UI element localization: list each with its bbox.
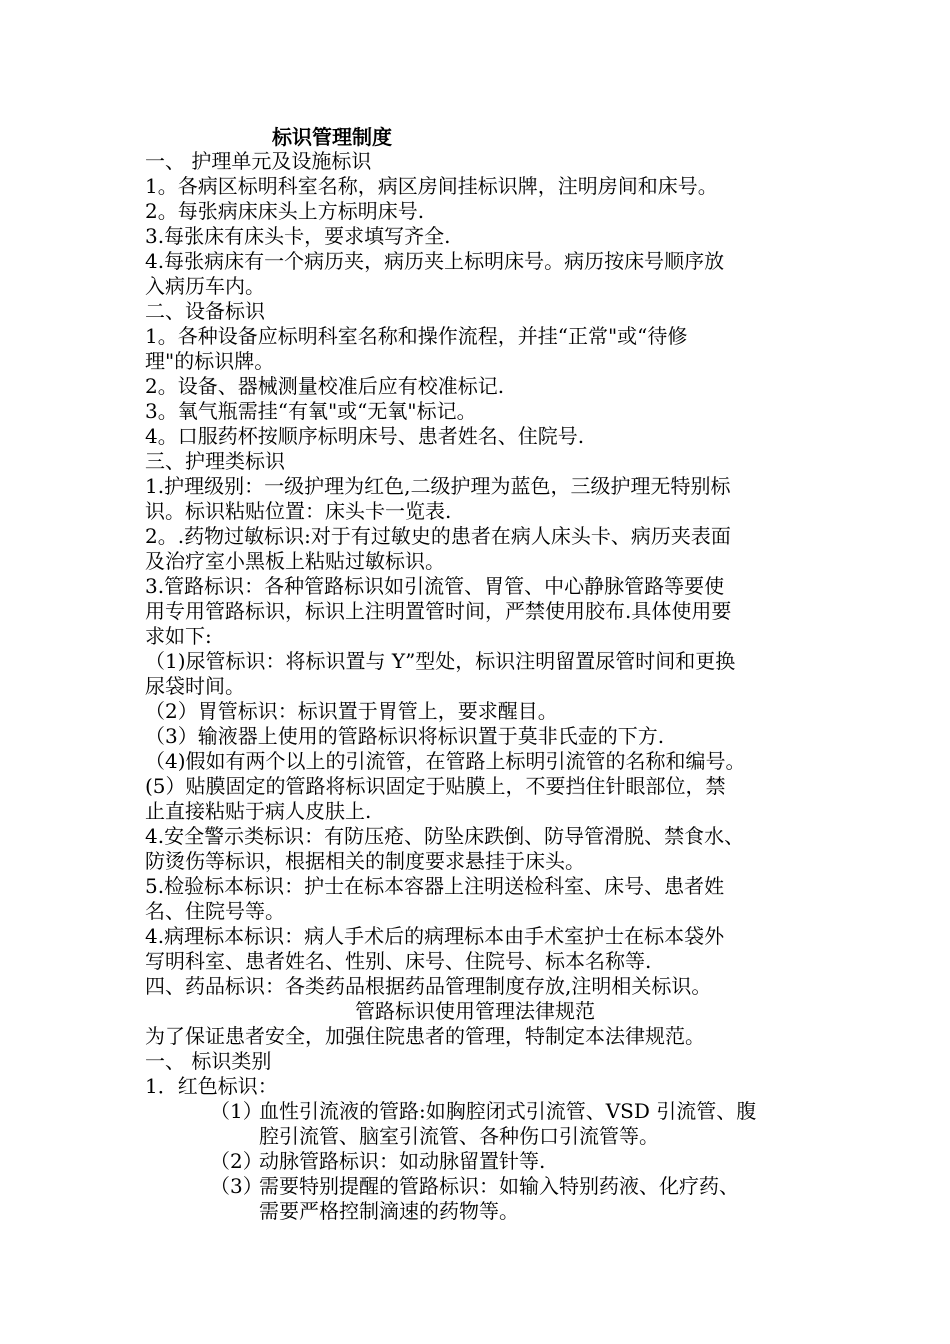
text-line: （1)尿管标识：将标识置与 Y”型处，标识注明留置尿管时间和更换 <box>145 649 736 673</box>
text-line: 写明科室、患者姓名、性别、床号、住院号、标本名称等. <box>145 949 652 973</box>
text-line: 3。氧气瓶需挂“有氧"或“无氧"标记。 <box>145 399 477 423</box>
text-line: 名、住院号等。 <box>145 899 285 923</box>
text-line: （2）胃管标识：标识置于胃管上，要求醒目。 <box>145 699 558 723</box>
text-line: 1。各病区标明科室名称，病区房间挂标识牌，注明房间和床号。 <box>145 174 718 198</box>
text-line: 4。口服药杯按顺序标明床号、患者姓名、住院号. <box>145 424 585 448</box>
text-line: 一、 标识类别 <box>145 1049 272 1073</box>
text-line: 求如下: <box>145 624 212 648</box>
text-line: （4)假如有两个以上的引流管，在管路上标明引流管的名称和编号。 <box>145 749 746 773</box>
text-line: 三、护理类标识 <box>145 449 285 473</box>
list-item-number: （2） <box>210 1149 263 1173</box>
text-line: 3.每张床有床头卡，要求填写齐全. <box>145 224 451 248</box>
document-title: 标识管理制度 <box>272 125 392 149</box>
list-item-number: （3） <box>210 1174 263 1198</box>
text-line: 防烫伤等标识，根据相关的制度要求悬挂于床头。 <box>145 849 585 873</box>
text-line: 4.病理标本标识：病人手术后的病理标本由手术室护士在标本袋外 <box>145 924 725 948</box>
text-line: 理"的标识牌。 <box>145 349 275 373</box>
text-line: 二、设备标识 <box>145 299 265 323</box>
text-line: 1。各种设备应标明科室名称和操作流程，并挂“正常"或“待修 <box>145 324 688 348</box>
text-line: 2。设备、器械测量校准后应有校准标记. <box>145 374 505 398</box>
list-item-text: 动脉管路标识：如动脉留置针等. <box>259 1149 546 1173</box>
text-line: 3.管路标识：各种管路标识如引流管、胃管、中心静脉管路等要使 <box>145 574 725 598</box>
list-item-text: 血性引流液的管路:如胸腔闭式引流管、VSD 引流管、腹 <box>259 1099 757 1123</box>
text-line: 2。每张病床床头上方标明床号. <box>145 199 425 223</box>
text-line: 4.每张病床有一个病历夹，病历夹上标明床号。病历按床号顺序放 <box>145 249 725 273</box>
list-item-text: 腔引流管、脑室引流管、各种伤口引流管等。 <box>259 1124 659 1148</box>
text-line: 尿袋时间。 <box>145 674 245 698</box>
text-line: 1.护理级别：一级护理为红色,二级护理为蓝色，三级护理无特别标 <box>145 474 731 498</box>
section-subtitle: 管路标识使用管理法律规范 <box>355 999 595 1023</box>
list-item-text: 需要特别提醒的管路标识：如输入特别药液、化疗药、 <box>259 1174 739 1198</box>
text-line: 1．红色标识： <box>145 1074 278 1098</box>
text-line: 及治疗室小黑板上粘贴过敏标识。 <box>145 549 445 573</box>
text-line: 2。.药物过敏标识:对于有过敏史的患者在病人床头卡、病历夹表面 <box>145 524 731 548</box>
text-line: (5）贴膜固定的管路将标识固定于贴膜上，不要挡住针眼部位，禁 <box>145 774 726 798</box>
text-line: 用专用管路标识，标识上注明置管时间，严禁使用胶布.具体使用要 <box>145 599 732 623</box>
text-line: 四、药品标识：各类药品根据药品管理制度存放,注明相关标识。 <box>145 974 712 998</box>
list-item-number: （1） <box>210 1099 263 1123</box>
text-line: 识。标识粘贴位置：床头卡一览表. <box>145 499 452 523</box>
list-item-text: 需要严格控制滴速的药物等。 <box>259 1199 519 1223</box>
text-line: 一、 护理单元及设施标识 <box>145 149 372 173</box>
text-line: （3）输液器上使用的管路标识将标识置于莫非氏壶的下方. <box>145 724 665 748</box>
text-line: 4.安全警示类标识：有防压疮、防坠床跌倒、防导管滑脱、禁食水、 <box>145 824 745 848</box>
text-line: 止直接粘贴于病人皮肤上. <box>145 799 372 823</box>
text-line: 入病历车内。 <box>145 274 265 298</box>
text-line: 5.检验标本标识：护士在标本容器上注明送检科室、床号、患者姓 <box>145 874 725 898</box>
text-line: 为了保证患者安全，加强住院患者的管理，特制定本法律规范。 <box>145 1024 705 1048</box>
